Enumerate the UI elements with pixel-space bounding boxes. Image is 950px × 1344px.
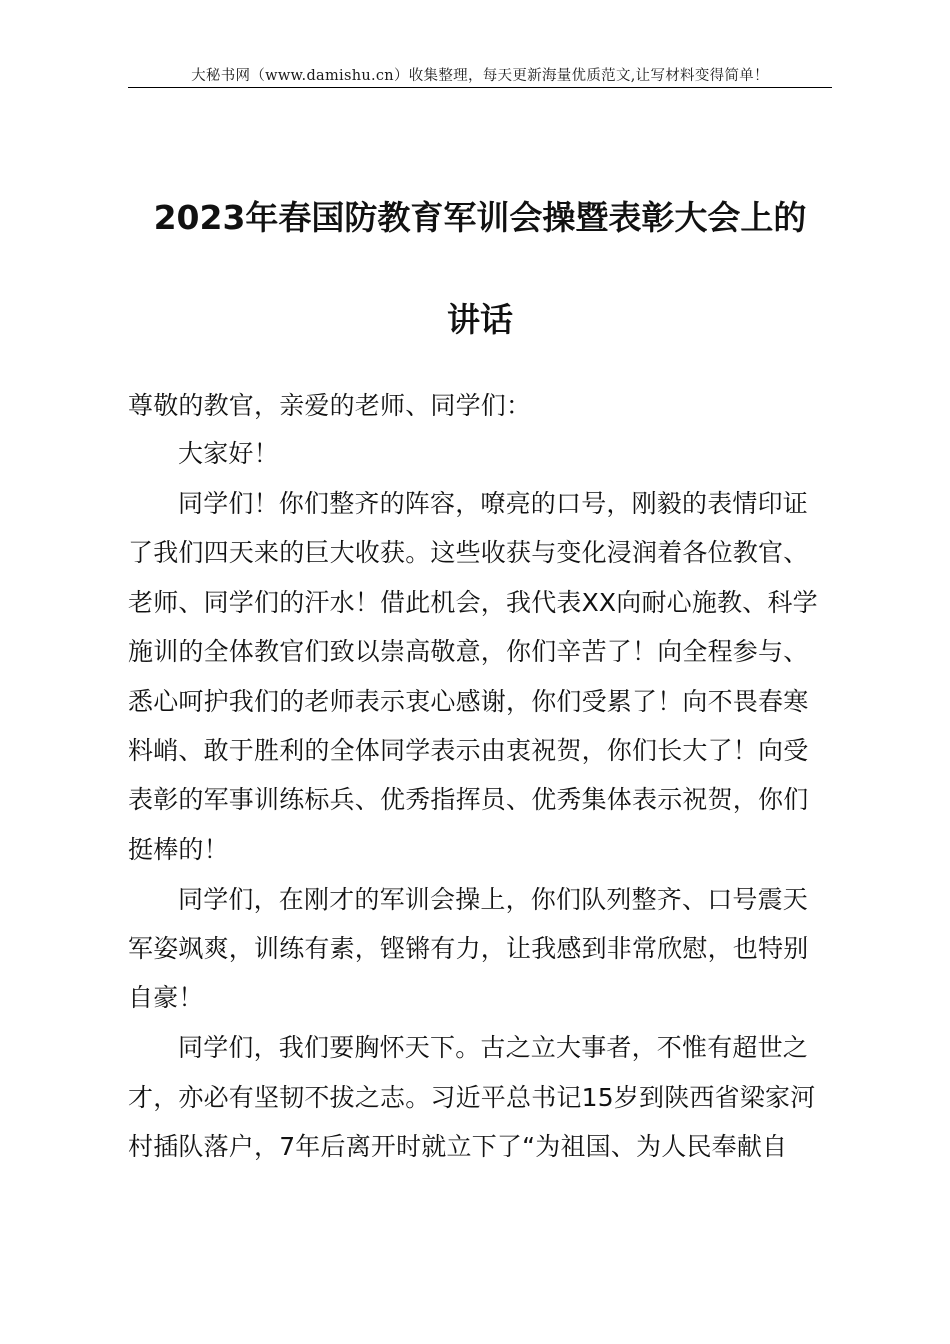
paragraph-line: 表彰的军事训练标兵、优秀指挥员、优秀集体表示祝贺，你们 (128, 785, 809, 814)
greeting: 大家好！ (178, 439, 279, 468)
salutation: 尊敬的教官，亲爱的老师、同学们： (128, 391, 532, 420)
paragraph-line: 悉心呵护我们的老师表示衷心感谢，你们受累了！向不畏春寒 (128, 687, 809, 716)
paragraph-line: 军姿飒爽，训练有素，铿锵有力，让我感到非常欣慰，也特别 (128, 934, 809, 963)
paragraph-line: 才，亦必有坚韧不拔之志。习近平总书记15岁到陕西省梁家河 (128, 1083, 816, 1112)
header-rule (128, 87, 832, 88)
paragraph-line: 同学们，在刚才的军训会操上，你们队列整齐、口号震天 (178, 885, 809, 914)
paragraph-line: 施训的全体教官们致以崇高敬意，你们辛苦了！向全程参与、 (128, 637, 809, 666)
title-line-2: 讲话 (447, 300, 513, 339)
paragraph-line: 自豪！ (128, 983, 204, 1012)
paragraph-line: 村插队落户，7年后离开时就立下了“为祖国、为人民奉献自 (128, 1132, 788, 1161)
header-text: 大秘书网（www.damishu.cn）收集整理，每天更新海量优质范文,让写材料变得简单！ (191, 68, 769, 84)
paragraph-line: 同学们，我们要胸怀天下。古之立大事者，不惟有超世之 (178, 1033, 809, 1062)
paragraph-line: 老师、同学们的汗水！借此机会，我代表XX向耐心施教、科学 (128, 588, 818, 617)
paragraph-line: 料峭、敢于胜利的全体同学表示由衷祝贺，你们长大了！向受 (128, 736, 809, 765)
paragraph-line: 了我们四天来的巨大收获。这些收获与变化浸润着各位教官、 (128, 538, 809, 567)
paragraph-line: 同学们！你们整齐的阵容，嘹亮的口号，刚毅的表情印证 (178, 489, 809, 518)
title-line-1: 2023年春国防教育军训会操暨表彰大会上的 (153, 198, 807, 237)
paragraph-line: 挺棒的！ (128, 835, 229, 864)
